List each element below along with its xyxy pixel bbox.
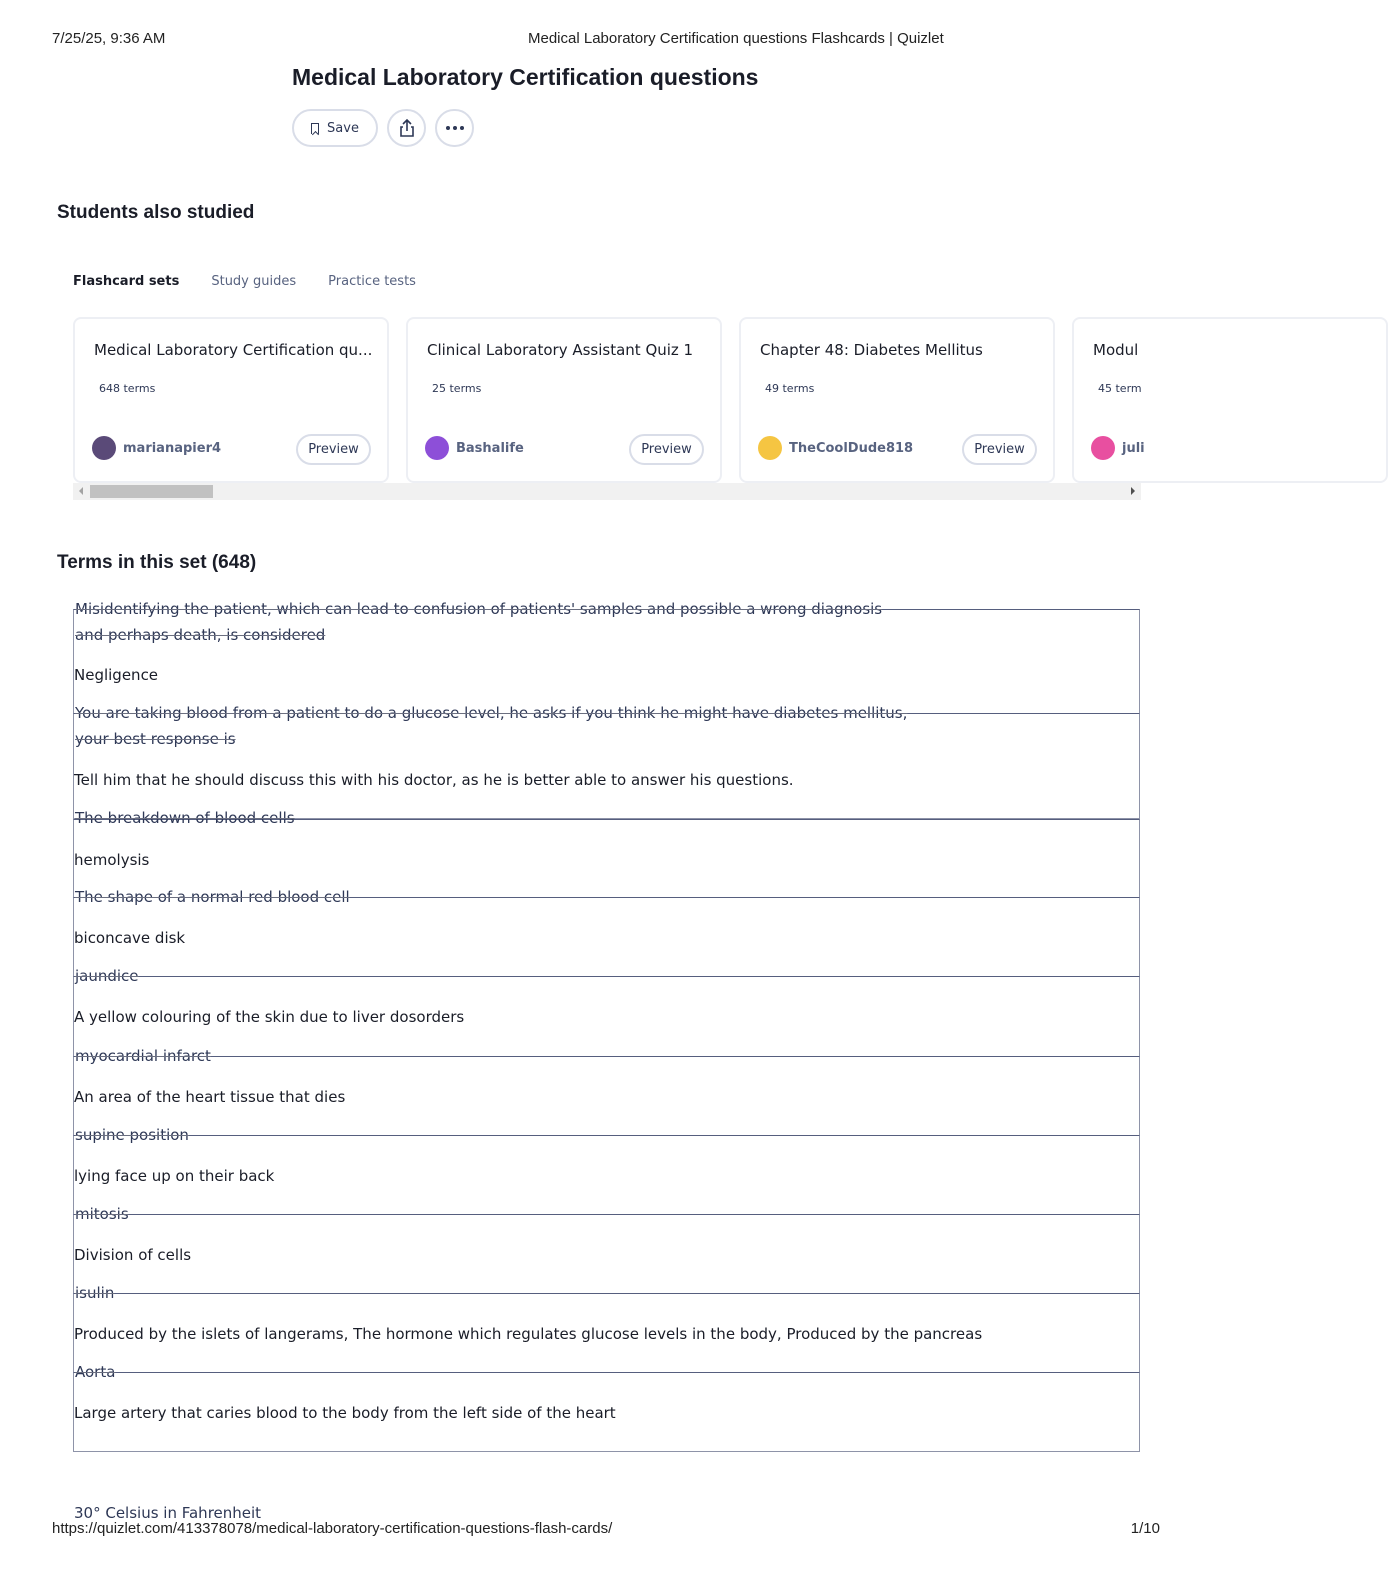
avatar bbox=[758, 436, 782, 460]
share-button[interactable] bbox=[387, 109, 426, 147]
term-row bbox=[73, 1363, 1140, 1452]
term-definition: Tell him that he should discuss this with his doctor, as he is better able to answer his questions. bbox=[74, 771, 794, 789]
term-question: The shape of a normal red blood cell bbox=[75, 888, 350, 906]
card-username[interactable]: marianapier4 bbox=[123, 441, 222, 456]
card-username[interactable]: Bashalife bbox=[456, 441, 524, 456]
tab-practice-tests[interactable]: Practice tests bbox=[328, 274, 416, 289]
terms-heading: Terms in this set (648) bbox=[57, 552, 257, 573]
term-definition: lying face up on their back bbox=[74, 1167, 275, 1185]
term-definition: Large artery that caries blood to the body from the left side of the heart bbox=[74, 1404, 616, 1422]
document-title: Medical Laboratory Certification questions Flashcards | Quizlet bbox=[528, 30, 944, 47]
term-question: supine position bbox=[75, 1126, 189, 1144]
save-button[interactable] bbox=[292, 109, 378, 147]
card-title: Modul bbox=[1093, 341, 1139, 359]
term-question: Aorta bbox=[75, 1363, 116, 1381]
study-set-carousel bbox=[73, 317, 1145, 483]
term-question: jaundice bbox=[75, 967, 139, 985]
card-term-count: 45 term bbox=[1098, 382, 1142, 395]
study-set-card[interactable] bbox=[73, 317, 389, 483]
set-title: Medical Laboratory Certification questions bbox=[292, 64, 759, 90]
card-term-count: 648 terms bbox=[99, 382, 156, 395]
card-username[interactable]: juli bbox=[1122, 441, 1145, 456]
share-icon bbox=[398, 118, 416, 138]
term-definition: biconcave disk bbox=[74, 929, 186, 947]
carousel-scrollbar[interactable] bbox=[73, 483, 1141, 500]
term-question: You are taking blood from a patient to do a glucose level, he asks if you think he might have diabetes mellitus, your best response is bbox=[75, 704, 908, 748]
page-url: https://quizlet.com/413378078/medical-laboratory-certification-questions-flash-cards/ bbox=[52, 1520, 613, 1537]
study-tabs bbox=[73, 274, 416, 289]
avatar bbox=[425, 436, 449, 460]
term-question: myocardial infarct bbox=[75, 1047, 211, 1065]
tab-flashcard-sets[interactable]: Flashcard sets bbox=[73, 274, 180, 289]
term-definition: Negligence bbox=[74, 666, 159, 684]
term-definition: Division of cells bbox=[74, 1246, 192, 1264]
term-definition: hemolysis bbox=[74, 851, 150, 869]
save-label: Save bbox=[327, 120, 359, 136]
set-actions bbox=[292, 109, 474, 147]
card-term-count: 49 terms bbox=[765, 382, 815, 395]
term-question: isulin bbox=[75, 1284, 115, 1302]
preview-button[interactable]: Preview bbox=[296, 434, 371, 465]
term-definition: An area of the heart tissue that dies bbox=[74, 1088, 346, 1106]
card-term-count: 25 terms bbox=[432, 382, 482, 395]
more-options-button[interactable] bbox=[435, 109, 474, 147]
scroll-right-arrow-icon[interactable] bbox=[1131, 487, 1135, 495]
next-term-partial: 30° Celsius in Fahrenheit bbox=[74, 1504, 262, 1522]
term-definition: A yellow colouring of the skin due to liver dosorders bbox=[74, 1008, 465, 1026]
term-question: mitosis bbox=[75, 1205, 129, 1223]
students-also-studied-heading: Students also studied bbox=[57, 202, 255, 223]
term-question: The breakdown of blood cells bbox=[75, 809, 295, 827]
study-set-card[interactable] bbox=[739, 317, 1055, 483]
print-date: 7/25/25, 9:36 AM bbox=[52, 30, 166, 47]
study-set-card[interactable] bbox=[1072, 317, 1388, 483]
study-set-card[interactable] bbox=[406, 317, 722, 483]
bookmark-icon bbox=[311, 123, 319, 134]
term-question: Misidentifying the patient, which can lead to confusion of patients' samples and possible a wrong diagnosis and perhaps death, is considered bbox=[75, 600, 883, 644]
card-title: Clinical Laboratory Assistant Quiz 1 bbox=[427, 341, 694, 359]
card-title: Medical Laboratory Certification qu... bbox=[94, 341, 373, 359]
term-row bbox=[73, 600, 1140, 714]
term-row bbox=[73, 704, 1140, 819]
preview-button[interactable]: Preview bbox=[962, 434, 1037, 465]
card-username[interactable]: TheCoolDude818 bbox=[789, 441, 914, 456]
more-dots-icon bbox=[445, 125, 465, 131]
term-definition: Produced by the islets of langerams, The hormone which regulates glucose levels in the body, Produced by the pancreas bbox=[74, 1325, 983, 1343]
tab-study-guides[interactable]: Study guides bbox=[211, 274, 297, 289]
card-title: Chapter 48: Diabetes Mellitus bbox=[760, 341, 983, 359]
scroll-left-arrow-icon[interactable] bbox=[79, 487, 83, 495]
avatar bbox=[92, 436, 116, 460]
preview-button[interactable]: Preview bbox=[629, 434, 704, 465]
scrollbar-thumb[interactable] bbox=[90, 485, 213, 498]
avatar bbox=[1091, 436, 1115, 460]
page-number: 1/10 bbox=[1130, 1520, 1160, 1537]
